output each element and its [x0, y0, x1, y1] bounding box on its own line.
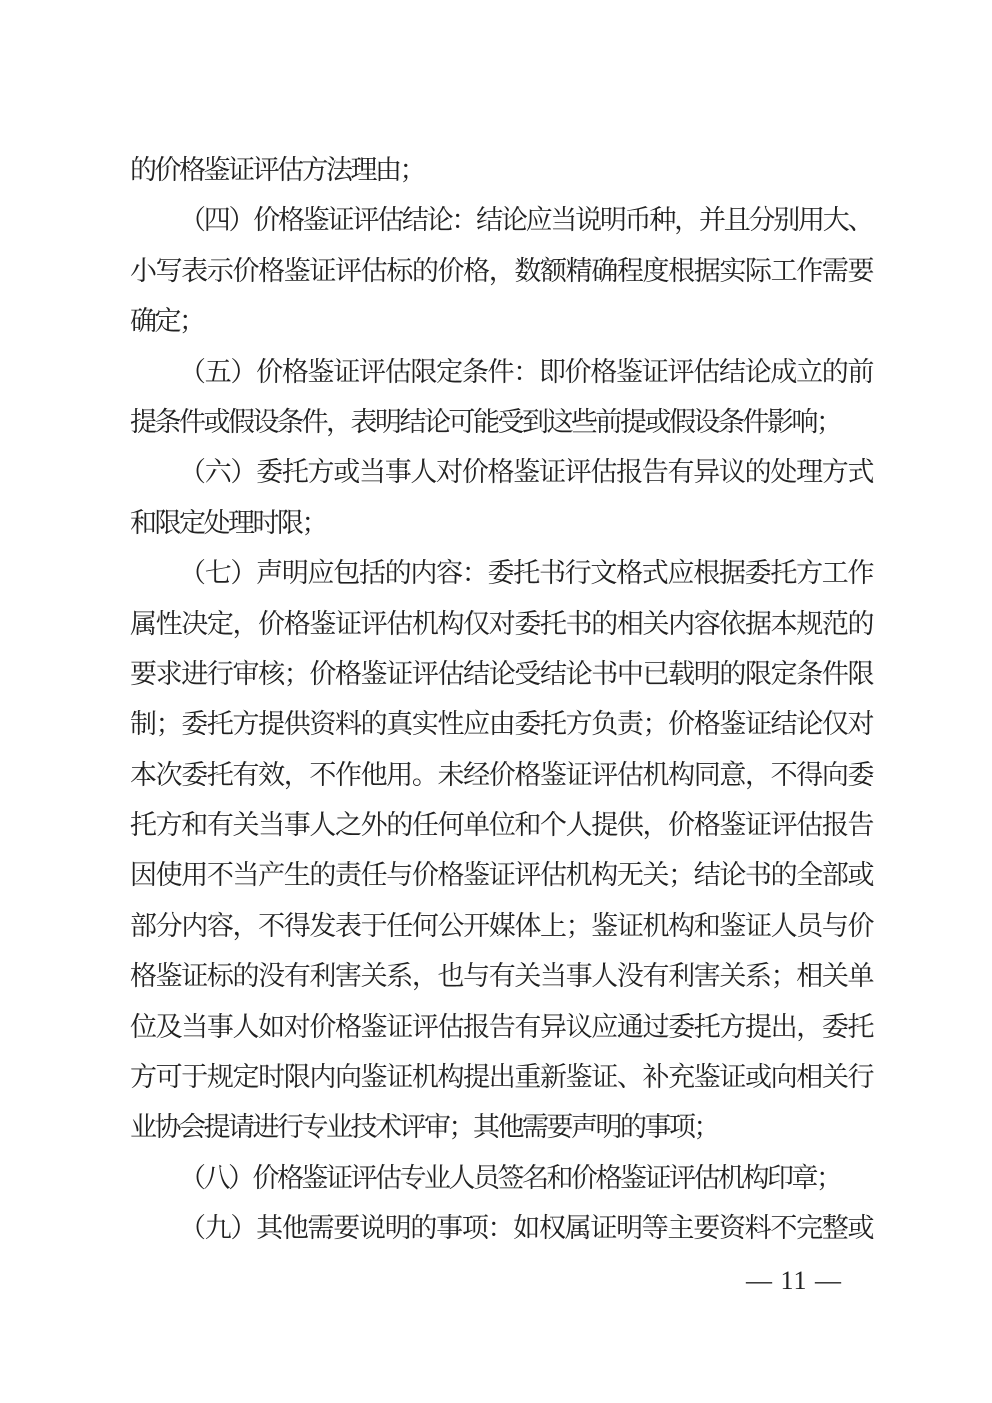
text-line: 和限定处理时限；: [130, 507, 326, 538]
text-line: （九）其他需要说明的事项：如权属证明等主要资料不完整或: [179, 1213, 872, 1244]
text-line: 要求进行审核；价格鉴证评估结论受结论书中已载明的限定条件限: [130, 658, 872, 689]
text-line: （五）价格鉴证评估限定条件：即价格鉴证评估结论成立的前: [179, 356, 872, 387]
text-line: 业协会提请进行专业技术评审；其他需要声明的事项；: [130, 1112, 718, 1143]
text-line: （六）委托方或当事人对价格鉴证评估报告有异议的处理方式: [179, 457, 872, 488]
text-line: 的价格鉴证评估方法理由；: [130, 155, 424, 185]
text-line: （七）声明应包括的内容：委托书行文格式应根据委托方工作: [179, 558, 872, 589]
text-line: 提条件或假设条件，表明结论可能受到这些前提或假设条件影响；: [130, 406, 841, 437]
text-line: 制；委托方提供资料的真实性应由委托方负责；价格鉴证结论仅对: [130, 709, 872, 740]
text-line: 位及当事人如对价格鉴证评估报告有异议应通过委托方提出，委托: [130, 1011, 872, 1042]
text-line: 确定；: [130, 306, 204, 337]
text-line: （八）价格鉴证评估专业人员签名和价格鉴证评估机构印章；: [179, 1162, 841, 1193]
text-line: 方可于规定时限内向鉴证机构提出重新鉴证、补充鉴证或向相关行: [130, 1062, 872, 1093]
text-line: 本次委托有效，不作他用。未经价格鉴证评估机构同意，不得向委: [130, 759, 872, 790]
text-line: 小写表示价格鉴证评估标的价格，数额精确程度根据实际工作需要: [130, 255, 872, 286]
text-line: 托方和有关当事人之外的任何单位和个人提供，价格鉴证评估报告: [130, 810, 872, 841]
text-line: 格鉴证标的没有利害关系，也与有关当事人没有利害关系；相关单: [130, 961, 872, 992]
text-line: 部分内容，不得发表于任何公开媒体上；鉴证机构和鉴证人员与价: [130, 910, 872, 941]
text-line: （四）价格鉴证评估结论：结论应当说明币种，并且分别用大、: [179, 205, 872, 236]
document-body: [130, 145, 872, 1254]
text-line: 属性决定，价格鉴证评估机构仅对委托书的相关内容依据本规范的: [130, 608, 872, 639]
page-number: — 11 —: [745, 1266, 842, 1295]
text-line: 因使用不当产生的责任与价格鉴证评估机构无关；结论书的全部或: [130, 860, 872, 891]
